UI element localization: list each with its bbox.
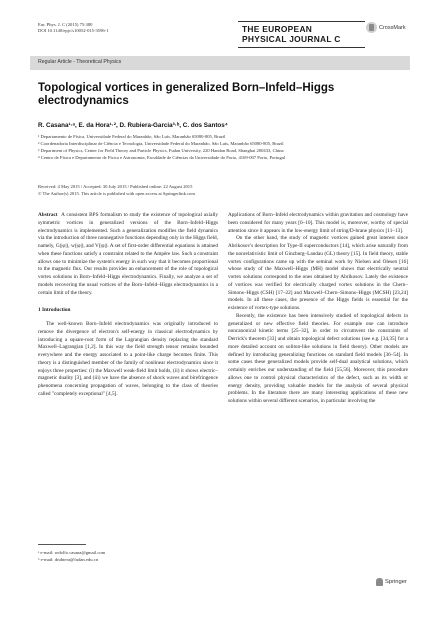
doi: DOI 10.1140/epjc/s10052-015-3596-1 — [38, 28, 109, 34]
affiliation-1: ¹ Departamento de Física, Universidade Federal do Maranhão, São Luís, Maranhão 65080-805, Brazil — [38, 134, 226, 139]
publisher-name: Springer — [385, 579, 407, 585]
body-paragraph-2: On the other hand, the study of magnetic vortices gained great interest since Abrikosov's description for Type-II superconductors [14], which arise naturally from the nonrelativistic limit of Ginzburg–Landau (GL) theory [15]. In field theory, stable vortex configurations came up with the seminal work by Nielsen and Olesen [16] whose study of the Maxwell–Higgs (MH) model shows that electrically neutral vortex solutions correspond to the ones obtained by Abrikosov. Lately the existence of vortices was verified for electrically charged vortex solutions in the Chern–Simons–Higgs (CSH) [17–22] and Maxwell–Chern–Simons–Higgs (MCSH) [23,24] models. In all these cases, the presence of the Higgs fields is essential for the existence of vortex-type solutions. — [228, 235, 408, 311]
intro-paragraph: The well-known Born–Infeld electrodynamics was originally introduced to remove the divergence of electron's self-energy in classical electrodynamics by introducing a square-root form of the Lagrangian density replacing the standard Maxwell–Lagrangian [1,2]. In this way the field strength tensor remains bounded everywhere and the energy associated to a point-like charge becomes finite. This theory is a distinguished member of the family of nonlinear electrodynamics since it enjoys three properties: (i) the Maxwell weak-field limit holds, (ii) it shows electric–magnetic duality [3], and (iii) we have the absence of shock waves and birefringence phenomena concerning propagation of waves, belonging to the class of theories called "completely exceptional" [4,5]. — [38, 321, 218, 397]
journal-name-line2: PHYSICAL JOURNAL C — [242, 34, 341, 44]
article-title: Topological vortices in generalized Born–Infeld–Higgs electrodynamics — [38, 82, 335, 108]
author-list: R. Casana¹·ᵃ, E. da Hora¹·², D. Rubiera-Garcia³·ᵇ, C. dos Santos⁴ — [38, 122, 228, 129]
footnotes — [38, 549, 105, 564]
affiliation-3: ³ Department of Physics, Center for Field Theory and Particle Physics, Fudan University, 220 Handan Road, Shanghai 200433, China — [38, 147, 284, 153]
abstract-text: A consistent BPS formalism to study the existence of topological axially symmetric vortices in generalized versions of the Born–Infeld–Higgs electrodynamics is implemented. Such a generalization modifies the field dynamics via the introduction of three nonnegative functions depending only in the Higgs field, namely, G(|φ|), w(|φ|), and V(|φ|). A set of first-order differential equations is attained when these functions satisfy a constraint related to the Ampère law. Such a constraint allows one to minimize the system's energy in such way that it becomes proportional to the magnetic flux. Our results provides an enhancement of the role of topological vortex solutions in Born–Infeld–Higgs electrodynamics. Finally, we analyze a set of models recovering the usual vortices of the Born–Infeld–Higgs electrodynamics in a certain limit of the theory. — [38, 212, 219, 296]
body-paragraph-3: Recently, the existence has been intensively studied of topological defects in generalized or new effective field theories. For example one can introduce noncanonical kinetic terms [25–32], in order to circumvent the constraints of Derrick's theorem [33] and obtain topological defect solutions (see e.g. [34,35] for a more detailed account on soliton-like solutions in field theory). Other models are defined by introducing generalizing functions on standard field models [36–54]. In some cases these generalized models provide self-dual analytical solutions, which certainly enriches our understanding of the field [55,56]. Moreover, this procedure allows one to control physical characteristics of the defect, such as its width or energy density, providing valuable models for the analysis of several physical problems. In the literature there are many interesting applications of these new solutions within several different scenarios, in particular involving the — [228, 312, 408, 404]
right-column — [228, 212, 408, 406]
footnote-divider — [38, 544, 86, 545]
publication-dates — [38, 184, 195, 198]
affiliation-4: ⁴ Centro de Física e Departamento de Física e Astronomia, Faculdade de Ciências da Universidade do Porto, 4169-007 Porto, Portugal — [38, 154, 286, 160]
springer-horse-icon — [376, 578, 383, 586]
category-bar — [30, 56, 410, 70]
journal-name-line1: THE EUROPEAN — [242, 24, 313, 34]
crossmark-badge[interactable] — [366, 22, 406, 33]
history-line: Received: 4 May 2015 / Accepted: 30 July 2015 / Published online: 22 August 2015 — [38, 184, 193, 189]
left-column — [38, 212, 218, 399]
journal-banner — [238, 21, 365, 48]
article-meta — [38, 22, 109, 35]
affiliation-2: ² Coordenadoria Interdisciplinar de Ciência e Tecnologia, Universidade Federal do Maranhão, São Luís, Maranhão 65080-805, Brazil — [38, 140, 284, 146]
copyright-line: © The Author(s) 2015. This article is published with open access at Springerlink.com — [38, 190, 195, 196]
publisher-logo — [376, 578, 407, 586]
footnote-email-b[interactable]: ᵇ e-mail: drubiera@fudan.edu.cn — [38, 557, 98, 563]
abstract-label: Abstract — [38, 212, 58, 218]
crossmark-icon — [366, 22, 377, 33]
section-heading-introduction: 1 Introduction — [38, 307, 71, 314]
citation: Eur. Phys. J. C (2015) 75:380 — [38, 22, 93, 27]
affiliations — [38, 134, 285, 162]
category-label: Regular Article - Theoretical Physics — [38, 59, 122, 65]
body-paragraph-1: Applications of Born–Infeld electrodynamics within gravitation and cosmology have been considered for many years [6–10]. This model is, moreover, worthy of special attention since it appears in the low-energy limit of string/D-brane physics [11–13]. — [228, 212, 408, 234]
footnote-email-a[interactable]: ᵃ e-mail: rodolfo.casana@gmail.com — [38, 550, 106, 555]
abstract — [38, 212, 218, 297]
crossmark-label: CrossMark — [379, 24, 406, 31]
